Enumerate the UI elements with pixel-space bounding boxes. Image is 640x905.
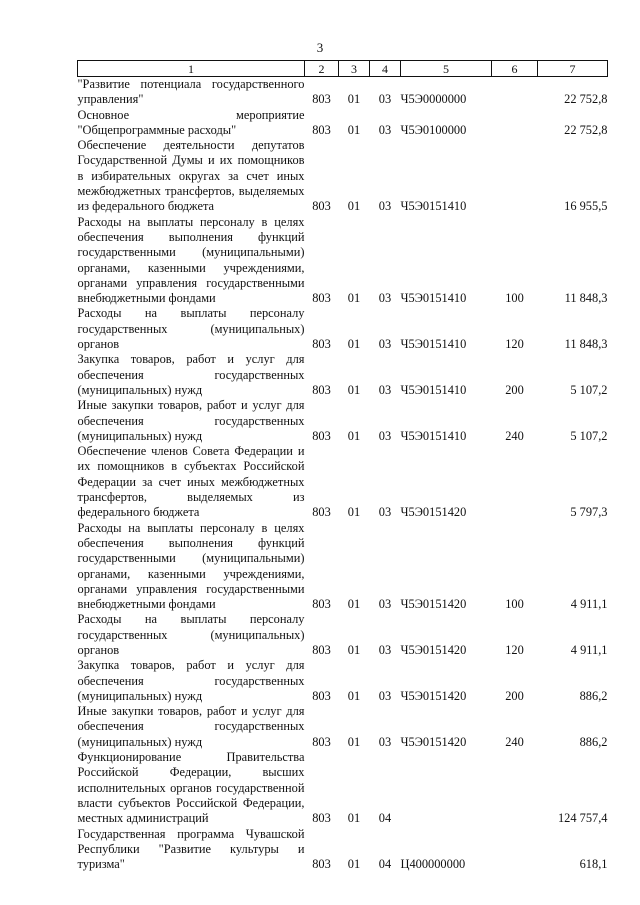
row-section-code: 01: [347, 857, 361, 872]
row-department-code: 803: [312, 122, 331, 137]
row-description: Расходы на выплаты персоналу государственных (муниципальных) органов: [77, 612, 305, 657]
row-amount: 11 848,3: [564, 291, 608, 306]
row-department-code: 803: [312, 597, 331, 612]
row-target-article: Ч5Э0151410: [400, 291, 467, 306]
table-row: [78, 750, 608, 826]
row-target-article: Ч5Э0100000: [400, 122, 467, 137]
row-description: Иные закупки товаров, работ и услуг для обеспечения государственных (муниципальных) нужд: [77, 398, 305, 443]
row-description: Расходы на выплаты персоналу в целях обеспечения выполнения функций государственными (муниципальными) органами, казенными учреждениями, органами управления государственными внебюджетными фондами: [77, 214, 305, 306]
row-department-code: 803: [312, 199, 331, 214]
row-subsection-code: 03: [378, 688, 392, 703]
row-target-article: Ч5Э0151420: [400, 734, 467, 749]
row-target-article: Ч5Э0151420: [400, 688, 467, 703]
row-expense-type: [492, 444, 538, 520]
table-row: [78, 398, 608, 444]
row-description: Основное мероприятие "Общепрограммные расходы": [77, 107, 305, 137]
table-row: [78, 138, 608, 214]
row-description: "Развитие потенциала государственного управления": [77, 77, 305, 107]
row-target-article: Ч5Э0151410: [400, 199, 467, 214]
header-col-1: 1: [78, 61, 305, 77]
row-expense-type: 100: [505, 597, 524, 612]
header-col-3: 3: [339, 61, 370, 77]
row-subsection-code: 03: [378, 337, 392, 352]
row-section-code: 01: [347, 92, 361, 107]
row-subsection-code: 03: [378, 642, 392, 657]
row-expense-type: [492, 138, 538, 214]
table-row: [78, 108, 608, 139]
row-section-code: 01: [347, 122, 361, 137]
row-subsection-code: 03: [378, 199, 392, 214]
row-description: Расходы на выплаты персоналу государственных (муниципальных) органов: [77, 306, 305, 352]
table-row: [78, 658, 608, 704]
header-col-7: 7: [538, 61, 608, 77]
row-amount: 5 107,2: [570, 382, 608, 397]
row-subsection-code: 03: [378, 734, 392, 749]
row-department-code: 803: [312, 688, 331, 703]
table-row: [78, 444, 608, 520]
row-amount: 4 911,1: [570, 597, 608, 612]
row-department-code: 803: [312, 734, 331, 749]
row-subsection-code: 03: [378, 428, 392, 443]
page-number: 3: [316, 40, 324, 55]
row-department-code: 803: [312, 382, 331, 397]
row-subsection-code: 03: [378, 122, 392, 137]
row-subsection-code: 03: [378, 291, 392, 306]
table-row: [78, 77, 608, 108]
row-target-article: Ц400000000: [400, 857, 466, 872]
row-description: Обеспечение деятельности депутатов Государственной Думы и их помощников в избирательных округах за счет иных межбюджетных трансфертов, выделяемых из федерального бюджета: [77, 138, 305, 214]
row-expense-type: [492, 77, 538, 108]
row-section-code: 01: [347, 382, 361, 397]
row-expense-type: [492, 750, 538, 826]
row-subsection-code: 03: [378, 92, 392, 107]
table-row: [78, 306, 608, 352]
row-section-code: 01: [347, 505, 361, 520]
row-expense-type: 240: [505, 734, 524, 749]
row-department-code: 803: [312, 642, 331, 657]
header-col-4: 4: [370, 61, 401, 77]
table-row: [78, 215, 608, 307]
row-amount: 22 752,8: [564, 92, 608, 107]
header-col-5: 5: [401, 61, 492, 77]
row-amount: 22 752,8: [564, 122, 608, 137]
row-expense-type: 200: [505, 688, 524, 703]
row-section-code: 01: [347, 734, 361, 749]
row-subsection-code: 04: [378, 811, 392, 826]
row-target-article: Ч5Э0151410: [400, 428, 467, 443]
row-department-code: 803: [312, 428, 331, 443]
row-expense-type: 100: [505, 291, 524, 306]
row-target-article: Ч5Э0151420: [400, 597, 467, 612]
row-department-code: 803: [312, 811, 331, 826]
table-row: [78, 827, 608, 873]
table-row: [78, 352, 608, 398]
table-row: [78, 521, 608, 613]
row-department-code: 803: [312, 291, 331, 306]
row-subsection-code: 03: [378, 382, 392, 397]
row-target-article: Ч5Э0151420: [400, 642, 467, 657]
row-section-code: 01: [347, 642, 361, 657]
row-description: Иные закупки товаров, работ и услуг для обеспечения государственных (муниципальных) нужд: [77, 704, 305, 749]
budget-table: [77, 60, 608, 872]
row-amount: 11 848,3: [564, 337, 608, 352]
row-amount: 5 797,3: [570, 505, 608, 520]
row-subsection-code: 03: [378, 505, 392, 520]
row-section-code: 01: [347, 428, 361, 443]
row-expense-type: [492, 827, 538, 873]
row-department-code: 803: [312, 337, 331, 352]
row-amount: 886,2: [579, 734, 608, 749]
row-expense-type: 240: [505, 428, 524, 443]
table-row: [78, 704, 608, 750]
row-section-code: 01: [347, 199, 361, 214]
row-expense-type: 120: [505, 642, 524, 657]
row-target-article: [401, 750, 492, 826]
row-subsection-code: 03: [378, 597, 392, 612]
row-subsection-code: 04: [378, 857, 392, 872]
row-target-article: Ч5Э0151410: [400, 337, 467, 352]
row-department-code: 803: [312, 857, 331, 872]
row-amount: 5 107,2: [570, 428, 608, 443]
row-description: Расходы на выплаты персоналу в целях обеспечения выполнения функций государственными (муниципальными) органами, казенными учреждениями, органами управления государственными внебюджетными фондами: [77, 520, 305, 612]
row-section-code: 01: [347, 597, 361, 612]
header-col-6: 6: [492, 61, 538, 77]
row-expense-type: [492, 108, 538, 139]
table-row: [78, 612, 608, 658]
row-expense-type: 200: [505, 382, 524, 397]
row-description: Закупка товаров, работ и услуг для обеспечения государственных (муниципальных) нужд: [77, 352, 305, 397]
row-target-article: Ч5Э0000000: [400, 92, 467, 107]
row-section-code: 01: [347, 337, 361, 352]
row-expense-type: 120: [505, 337, 524, 352]
row-amount: 124 757,4: [557, 811, 608, 826]
row-department-code: 803: [312, 92, 331, 107]
header-row: [78, 61, 608, 77]
row-target-article: Ч5Э0151420: [400, 505, 467, 520]
row-section-code: 01: [347, 688, 361, 703]
row-description: Функционирование Правительства Российской Федерации, высших исполнительных органов государственной власти субъектов Российской Федерации, местных администраций: [77, 750, 305, 826]
header-col-2: 2: [305, 61, 339, 77]
row-section-code: 01: [347, 811, 361, 826]
row-amount: 4 911,1: [570, 642, 608, 657]
row-department-code: 803: [312, 505, 331, 520]
row-description: Обеспечение членов Совета Федерации и их помощников в субъектах Российской Федерации за счет иных межбюджетных трансфертов, выделяемых из федерального бюджета: [77, 444, 305, 520]
row-description: Закупка товаров, работ и услуг для обеспечения государственных (муниципальных) нужд: [77, 658, 305, 703]
row-target-article: Ч5Э0151410: [400, 382, 467, 397]
row-amount: 886,2: [579, 688, 608, 703]
row-amount: 16 955,5: [564, 199, 608, 214]
row-section-code: 01: [347, 291, 361, 306]
row-amount: 618,1: [579, 857, 608, 872]
row-description: Государственная программа Чувашской Республики "Развитие культуры и туризма": [77, 826, 305, 872]
